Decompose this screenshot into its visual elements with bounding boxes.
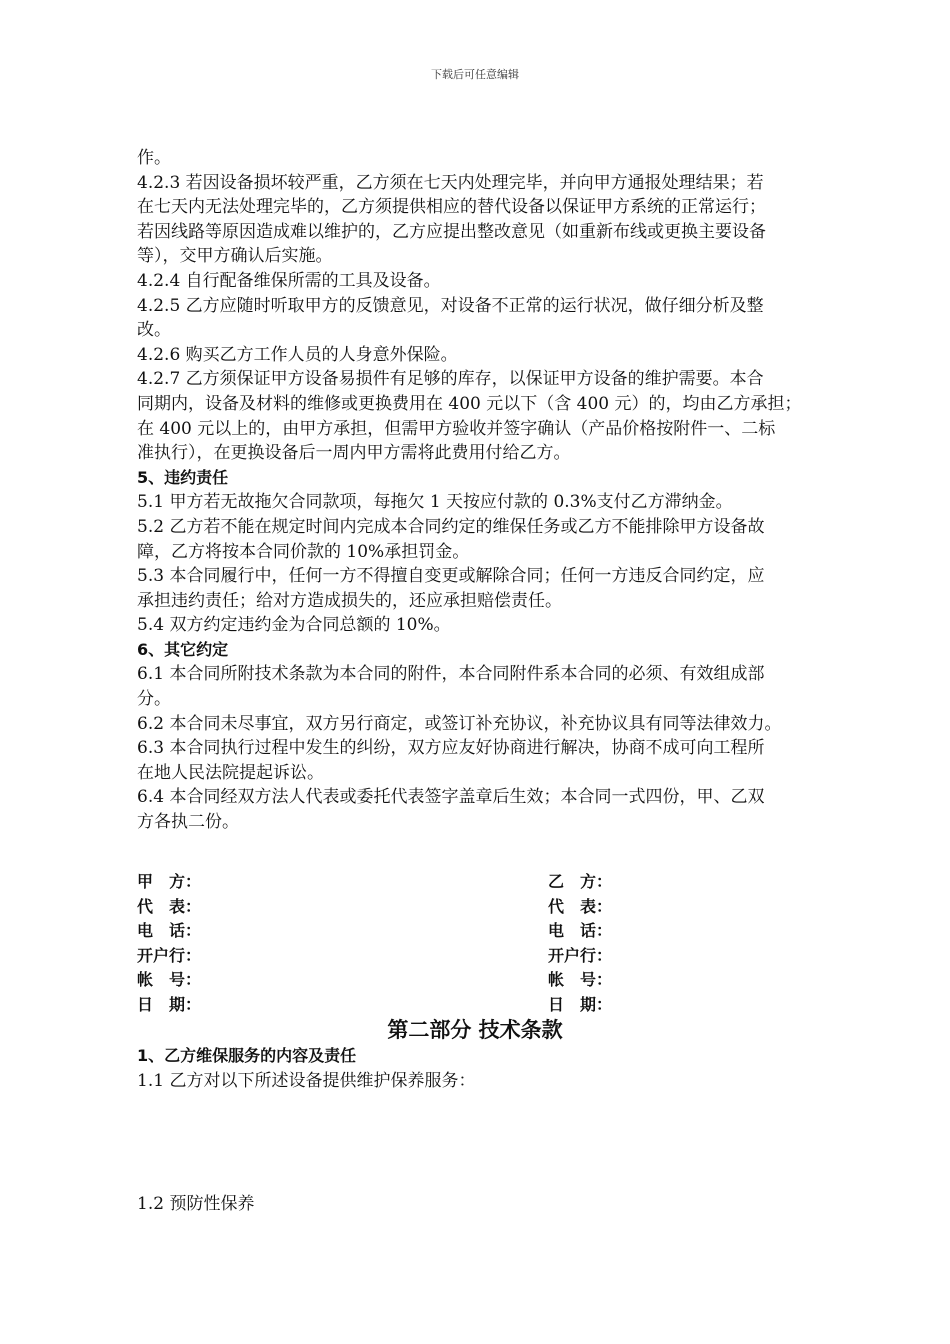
body-line: 作。 — [137, 148, 171, 168]
party-b-date-label: 日 期： — [548, 994, 613, 1014]
party-a-name-label: 甲 方： — [137, 872, 202, 891]
party-a-phone-label: 电 话： — [137, 921, 202, 941]
section-6-line: 6.2 本合同未尽事宜，双方另行商定，或签订补充协议，补充协议具有同等法律效力。 — [137, 713, 782, 734]
part-two-item-1-2 — [137, 1192, 254, 1217]
contract-body — [137, 146, 837, 835]
section-5-line: 障，乙方将按本合同价款的 10%承担罚金。 — [137, 541, 470, 562]
part-two-title: 第二部分 技术条款 — [387, 1018, 563, 1042]
body-line: 同期内，设备及材料的维修或更换费用在 400 元以下（含 400 元）的，均由乙方承担； — [137, 393, 802, 414]
section-5-heading: 5、违约责任 — [137, 467, 229, 487]
section-5-line: 5.1 甲方若无故拖欠合同款项，每拖欠 1 天按应付款的 0.3%支付乙方滞纳金。 — [137, 492, 733, 513]
body-line: 4.2.3 若因设备损坏较严重，乙方须在七天内处理完毕，并向甲方通报处理结果；若 — [137, 172, 764, 193]
section-6-line: 6.3 本合同执行过程中发生的纠纷，双方应友好协商进行解决，协商不成可向工程所 — [137, 738, 765, 759]
party-b-phone-label: 电 话： — [548, 921, 613, 941]
body-line: 4.2.4 自行配备维保所需的工具及设备。 — [137, 270, 441, 291]
section-5-line: 承担违约责任；给对方造成损失的，还应承担赔偿责任。 — [137, 590, 562, 611]
section-6-line: 方各执二份。 — [137, 812, 239, 833]
item-1-1: 1.1 乙方对以下所述设备提供维护保养服务： — [137, 1070, 476, 1091]
page-header-note: 下载后可任意编辑 — [431, 68, 519, 81]
section-6-heading: 6、其它约定 — [137, 639, 229, 659]
section-6-line: 6.1 本合同所附技术条款为本合同的附件，本合同附件系本合同的必须、有效组成部 — [137, 664, 765, 685]
body-line: 4.2.5 乙方应随时听取甲方的反馈意见，对设备不正常的运行状况，做仔细分析及整 — [137, 295, 764, 316]
part-two-section-1 — [137, 1044, 475, 1093]
party-b-bank-label: 开户行： — [548, 945, 613, 965]
section-6-line: 在地人民法院提起诉讼。 — [137, 762, 324, 783]
body-line: 4.2.7 乙方须保证甲方设备易损件有足够的库存，以保证甲方设备的维护需要。本合 — [137, 369, 764, 390]
section-1-heading: 1、乙方维保服务的内容及责任 — [137, 1046, 357, 1065]
section-6-line: 6.4 本合同经双方法人代表或委托代表签字盖章后生效；本合同一式四份，甲、乙双 — [137, 787, 765, 808]
section-5-line: 5.4 双方约定违约金为合同总额的 10%。 — [137, 615, 451, 636]
section-6-line: 分。 — [137, 689, 171, 710]
signature-row — [137, 968, 837, 993]
signature-row — [137, 919, 837, 944]
item-1-2: 1.2 预防性保养 — [137, 1194, 255, 1214]
party-b-representative-label: 代 表： — [548, 896, 613, 916]
body-line: 若因线路等原因造成难以维护的，乙方应提出整改意见（如重新布线或更换主要设备 — [137, 221, 766, 242]
body-line: 准执行），在更换设备后一周内甲方需将此费用付给乙方。 — [137, 443, 571, 464]
section-5-line: 5.2 乙方若不能在规定时间内完成本合同约定的维保任务或乙方不能排除甲方设备故 — [137, 516, 765, 537]
signature-row — [137, 895, 837, 920]
body-line: 4.2.6 购买乙方工作人员的人身意外保险。 — [137, 344, 458, 365]
party-b-name-label: 乙 方： — [548, 872, 613, 891]
party-a-date-label: 日 期： — [137, 994, 202, 1014]
body-line: 在 400 元以上的，由甲方承担，但需甲方验收并签字确认（产品价格按附件一、二标 — [137, 418, 776, 439]
party-a-bank-label: 开户行： — [137, 945, 202, 965]
signature-row — [137, 993, 837, 1018]
party-b-account-label: 帐 号： — [548, 970, 613, 990]
section-5-line: 5.3 本合同履行中，任何一方不得擅自变更或解除合同；任何一方违反合同约定，应 — [137, 566, 765, 587]
body-line: 等），交甲方确认后实施。 — [137, 246, 333, 267]
signature-row — [137, 944, 837, 969]
body-line: 改。 — [137, 320, 171, 341]
signature-row — [137, 870, 837, 895]
signature-block — [137, 870, 837, 1018]
body-line: 在七天内无法处理完毕的，乙方须提供相应的替代设备以保证甲方系统的正常运行； — [137, 197, 766, 218]
party-a-representative-label: 代 表： — [137, 896, 202, 916]
party-a-account-label: 帐 号： — [137, 970, 202, 990]
